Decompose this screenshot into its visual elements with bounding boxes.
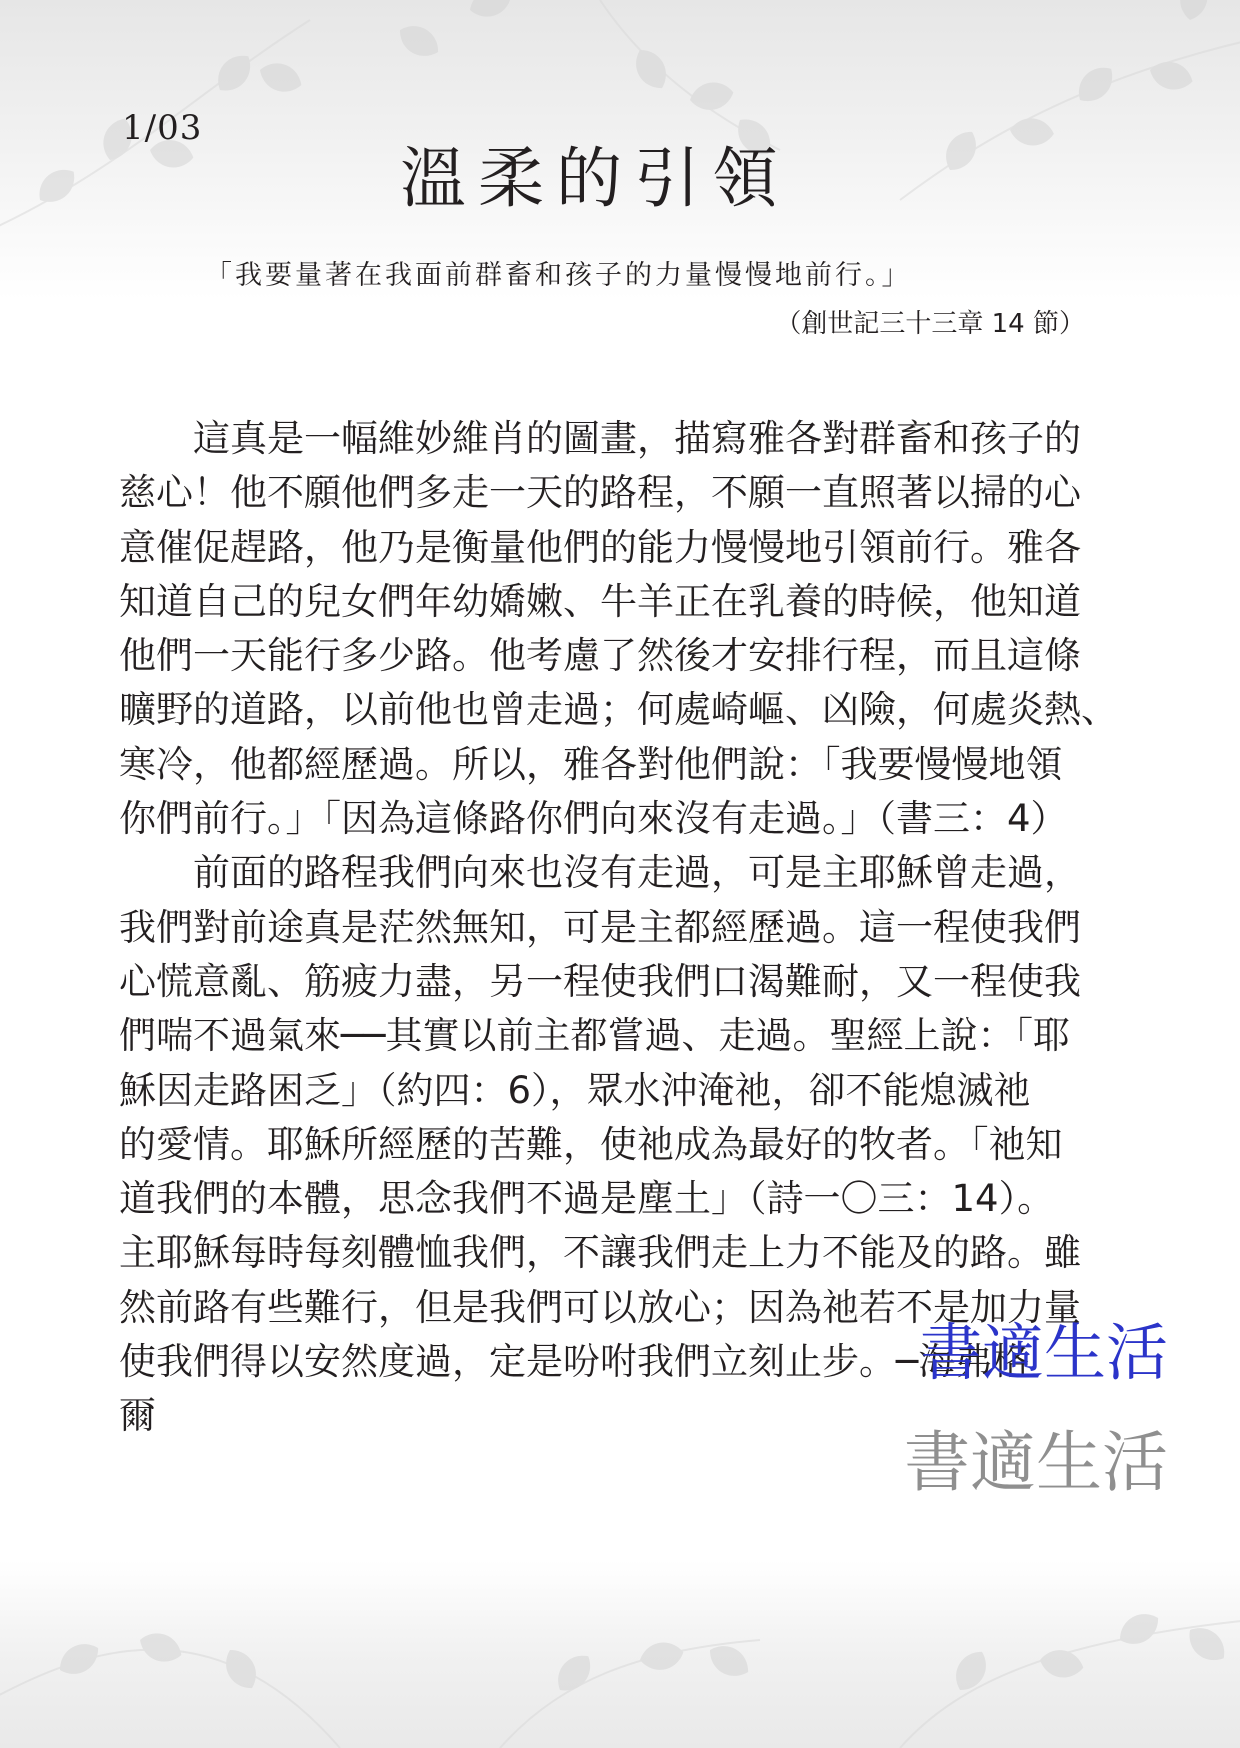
body-line: 心慌意亂、筋疲力盡，另一程使我們口渴難耐，又一程使我 — [119, 959, 1081, 1003]
body-line: 知道自己的兒女們年幼嬌嫩、牛羊正在乳養的時候，他知道 — [119, 579, 1081, 623]
body-line: 的愛情。耶穌所經歷的苦難，使祂成為最好的牧者。「祂知 — [119, 1122, 1063, 1166]
body-line: 意催促趕路，他乃是衡量他們的能力慢慢地引領前行。雅各 — [119, 525, 1081, 569]
body-line: 你們前行。」「因為這條路你們向來沒有走過。」（書三：4） — [119, 797, 1068, 841]
body-line: 使我們得以安然度過，定是吩咐我們立刻止步。─海弗格 — [119, 1340, 1030, 1384]
body-line: 寒冷，他都經歷過。所以，雅各對他們說：「我要慢慢地領 — [119, 742, 1063, 786]
page-title: 溫柔的引領 — [400, 140, 790, 217]
body-line: 曠野的道路，以前他也曾走過；何處崎嶇、凶險，何處炎熱、 — [119, 688, 1118, 732]
body-line: 們喘不過氣來──其實以前主都嘗過、走過。聖經上說：「耶 — [119, 1014, 1071, 1058]
body-line: 我們對前途真是茫然無知，可是主都經歷過。這一程使我們 — [119, 905, 1081, 949]
leaf-pattern-bottom — [0, 1606, 1240, 1748]
body-line: 道我們的本體，思念我們不過是塵土」（詩一〇三：14）。 — [119, 1177, 1055, 1221]
body-line: 穌因走路困乏」（約四：6），眾水沖淹祂，卻不能熄滅祂 — [119, 1068, 1031, 1112]
page-number: 1/03 — [122, 108, 203, 148]
body-line: 慈心！他不願他們多走一天的路程，不願一直照著以掃的心 — [119, 471, 1081, 515]
body-line: 然前路有些難行，但是我們可以放心；因為祂若不是加力量 — [119, 1285, 1081, 1329]
devotional-body — [119, 412, 1118, 1444]
scripture-verse: 「我要量著在我面前群畜和孩子的力量慢慢地前行。」 — [205, 260, 912, 291]
watermark-gray: 書適生活 — [904, 1424, 1168, 1501]
body-line: 他們一天能行多少路。他考慮了然後才安排行程，而且這條 — [119, 634, 1081, 678]
body-line: 主耶穌每時每刻體恤我們，不讓我們走上力不能及的路。雖 — [119, 1231, 1081, 1275]
body-line: 這真是一幅維妙維肖的圖畫，描寫雅各對群畜和孩子的 — [193, 417, 1081, 460]
body-line: 前面的路程我們向來也沒有走過，可是主耶穌曾走過， — [193, 851, 1081, 895]
scripture-reference: （創世記三十三章 14 節） — [775, 309, 1085, 339]
body-line: 爾 — [119, 1394, 156, 1438]
watermark-blue: 書適生活 — [919, 1316, 1168, 1389]
